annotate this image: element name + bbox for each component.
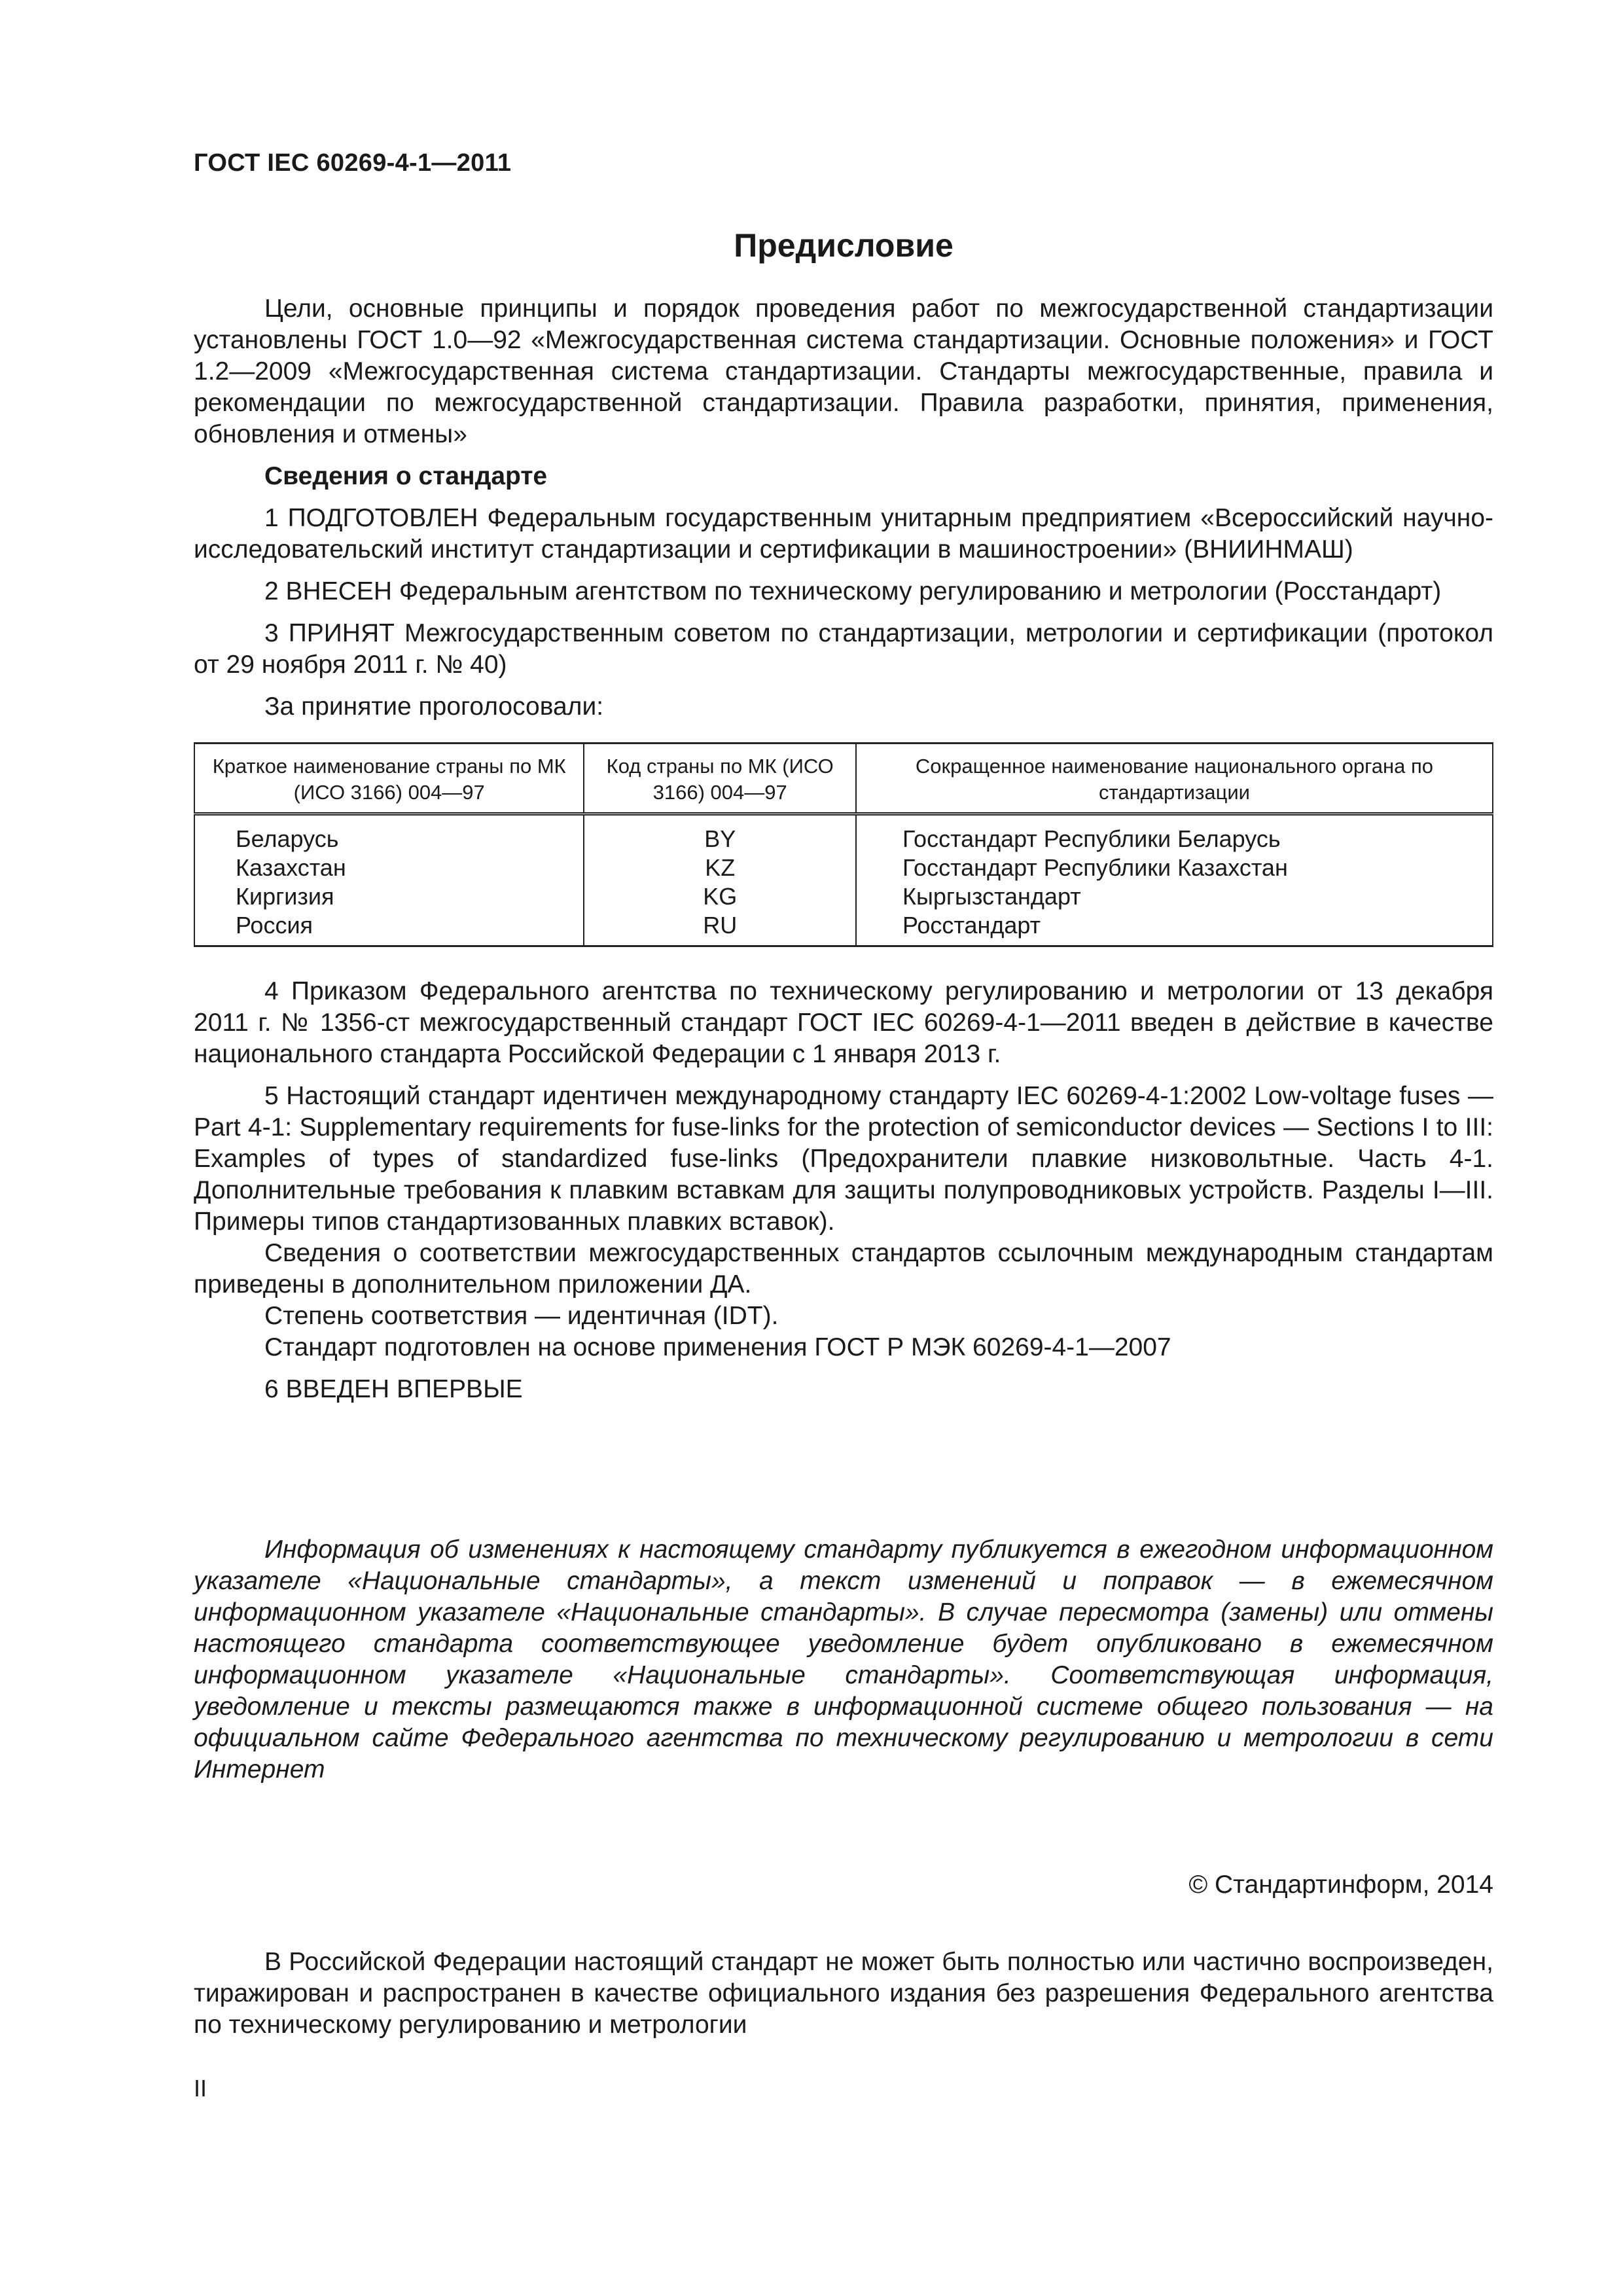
table-header-row: [194, 744, 1493, 814]
intro-paragraph: Цели, основные принципы и порядок проведения работ по межгосударственной стандартизации установлены ГОСТ 1.0—92 «Межгосударственная система стандартизации. Основные положения» и ГОСТ 1.2—2009 «Межгосударственная система стандартизации. Стандарты межгосударственные, правила и рекомендации по межгосударственной стандартизации. Правила разработки, принятия, применения, обновления и отмены»: [194, 295, 1493, 448]
body-cell: Госстандарт Республики Казахстан: [856, 853, 1493, 882]
item-1: 1 ПОДГОТОВЛЕН Федеральным государственным унитарным предприятием «Всероссийский научно-исследовательский институт стандартизации и сертификации в машиностроении» (ВНИИНМАШ): [194, 504, 1493, 564]
body-cell: Госстандарт Республики Беларусь: [856, 814, 1493, 854]
body-cell: Кыргызстандарт: [856, 882, 1493, 911]
item-5-basis: Стандарт подготовлен на основе применения ГОСТ Р МЭК 60269-4-1—2007: [264, 1333, 1171, 1361]
rights-statement-text: В Российской Федерации настоящий стандарт не может быть полностью или частично воспроизведен, тиражирован и распространен в качестве официального издания без разрешения Федерального агентства по техническому регулированию и метрологии: [194, 1948, 1493, 2039]
page-number: II: [194, 2075, 207, 2102]
country-cell: Беларусь: [194, 814, 584, 854]
changes-notice: [194, 1534, 1493, 1785]
item-4: 4 Приказом Федерального агентства по техническому регулированию и метрологии от 13 декабря 2011 г. № 1356-ст межгосударственный стандарт ГОСТ IEC 60269-4-1—2011 введен в действие в качестве национального стандарта Российской Федерации с 1 января 2013 г.: [194, 977, 1493, 1068]
page-title: Предисловие: [734, 227, 954, 264]
country-cell: Россия: [194, 911, 584, 946]
rights-statement: [194, 1946, 1493, 2041]
item-3: 3 ПРИНЯТ Межгосударственным советом по стандартизации, метрологии и сертификации (протокол от 29 ноября 2011 г. № 40): [194, 619, 1493, 679]
column-header-body: Сокращенное наименование национального органа по стандартизации: [856, 744, 1493, 814]
column-header-country: Краткое наименование страны по МК (ИСО 3166) 004—97: [194, 744, 584, 814]
item-5-degree: Степень соответствия — идентичная (IDT).: [264, 1302, 779, 1330]
country-cell: Казахстан: [194, 853, 584, 882]
info-heading: Сведения о стандарте: [264, 462, 548, 490]
changes-notice-text: Информация об изменениях к настоящему стандарту публикуется в ежегодном информационном указателе «Национальные стандарты», а текст изменений и поправок — в ежемесячном информационном указателе «Национальные стандарты». В случае пересмотра (замены) или отмены настоящего стандарта соответствующее уведомление будет опубликовано в ежемесячном информационном указателе «Национальные стандарты». Соответствующая информация, уведомление и тексты размещаются также в информационной системе общего пользования — на официальном сайте Федерального агентства по техническому регулированию и метрологии в сети Интернет: [194, 1535, 1493, 1784]
item-2: 2 ВНЕСЕН Федеральным агентством по техническому регулированию и метрологии (Росстандарт): [264, 577, 1442, 605]
country-cell: Киргизия: [194, 882, 584, 911]
document-body: [194, 293, 1493, 1405]
document-code: ГОСТ IEC 60269-4-1—2011: [194, 149, 512, 177]
table-row: [194, 814, 1493, 854]
voted-label: За принятие проголосовали:: [264, 692, 604, 721]
document-page: [194, 0, 1493, 2296]
copyright-line: © Стандартинформ, 2014: [1188, 1871, 1493, 1899]
code-cell: KG: [584, 882, 856, 911]
table-row: [194, 853, 1493, 882]
table-row: [194, 911, 1493, 946]
code-cell: BY: [584, 814, 856, 854]
item-5: 5 Настоящий стандарт идентичен международному стандарту IEC 60269-4-1:2002 Low-voltage fuses — Part 4-1: Supplementary requirements for fuse-links for the protection of semiconductor devices — Sections I to III: Examples of types of standardized fuse-links (Предохранители плавкие низковольтные. Часть 4-1. Дополнительные требования к плавким вставкам для защиты полупроводниковых устройств. Разделы I—III. Примеры типов стандартизованных плавких вставок).: [194, 1082, 1493, 1236]
table-row: [194, 882, 1493, 911]
code-cell: RU: [584, 911, 856, 946]
item-5-references: Сведения о соответствии межгосударственных стандартов ссылочным международным стандартам приведены в дополнительном приложении ДА.: [194, 1239, 1493, 1299]
voting-table: [194, 742, 1493, 947]
body-cell: Росстандарт: [856, 911, 1493, 946]
item-6: 6 ВВЕДЕН ВПЕРВЫЕ: [264, 1375, 523, 1403]
code-cell: KZ: [584, 853, 856, 882]
column-header-code: Код страны по МК (ИСО 3166) 004—97: [584, 744, 856, 814]
